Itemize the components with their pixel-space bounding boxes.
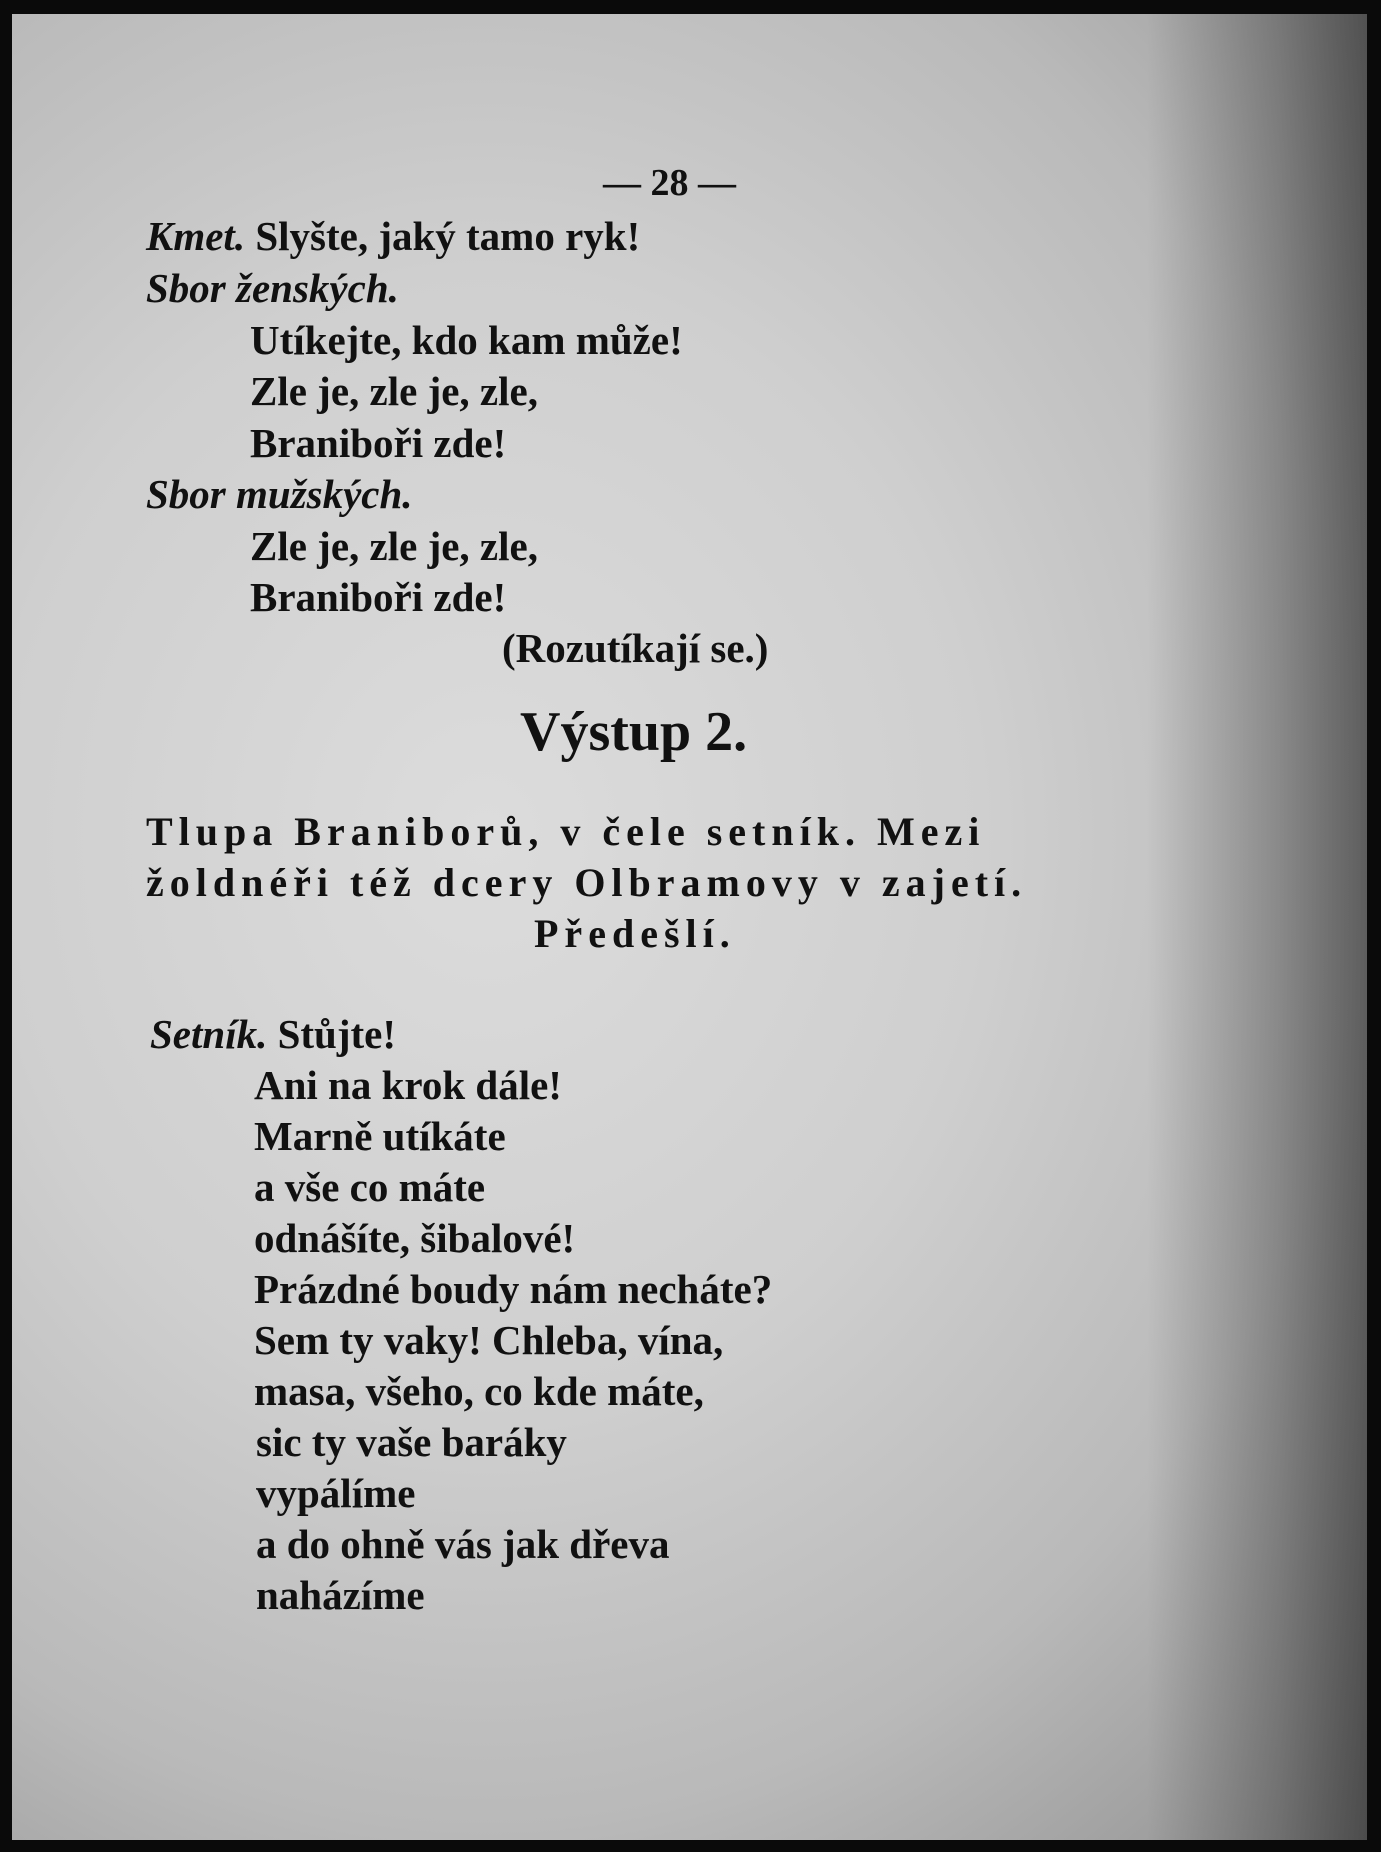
- stage-direction: (Rozutíkají se.): [502, 625, 769, 671]
- speaker-sbor-muzskych: Sbor mužských.: [146, 471, 413, 517]
- verse-line: naházíme: [256, 1572, 425, 1618]
- verse-line: Sem ty vaky! Chleba, vína,: [254, 1317, 724, 1363]
- verse-line: sic ty vaše baráky: [256, 1419, 567, 1465]
- verse-line: Prázdné boudy nám necháte?: [254, 1266, 773, 1312]
- verse-line: masa, všeho, co kde máte,: [254, 1368, 704, 1414]
- verse-line: Braniboři zde!: [250, 574, 507, 620]
- verse-line: Zle je, zle je, zle,: [250, 523, 538, 569]
- scene-description-line: Předešlí.: [534, 911, 736, 956]
- verse-line: Braniboři zde!: [250, 420, 507, 466]
- verse-line: a vše co máte: [254, 1164, 486, 1210]
- page-number: — 28 —: [603, 162, 736, 204]
- speaker-sbor-zenskych: Sbor ženských.: [146, 265, 399, 311]
- verse-line: Utíkejte, kdo kam může!: [250, 317, 683, 363]
- scene-description-line: žoldnéři též dcery Olbramovy v zajetí.: [146, 860, 1028, 905]
- verse-line: a do ohně vás jak dřeva: [256, 1521, 670, 1567]
- scene-description-line: Tlupa Braniborů, v čele setník. Mezi: [146, 809, 986, 854]
- verse-line: Marně utíkáte: [254, 1113, 506, 1159]
- verse-text: Slyšte, jaký tamo ryk!: [255, 213, 641, 259]
- verse-line: vypálíme: [256, 1470, 416, 1516]
- verse-line: Ani na krok dále!: [254, 1062, 562, 1108]
- line-setnik: [150, 1011, 397, 1057]
- book-page: [12, 14, 1367, 1840]
- speaker-label: Kmet.: [146, 213, 246, 259]
- scene-heading: Výstup 2.: [520, 701, 748, 763]
- line-kmet: [146, 213, 641, 259]
- verse-line: Zle je, zle je, zle,: [250, 368, 538, 414]
- verse-text: Stůjte!: [277, 1011, 397, 1057]
- verse-line: odnášíte, šibalové!: [254, 1215, 576, 1261]
- speaker-label: Setník.: [150, 1011, 268, 1057]
